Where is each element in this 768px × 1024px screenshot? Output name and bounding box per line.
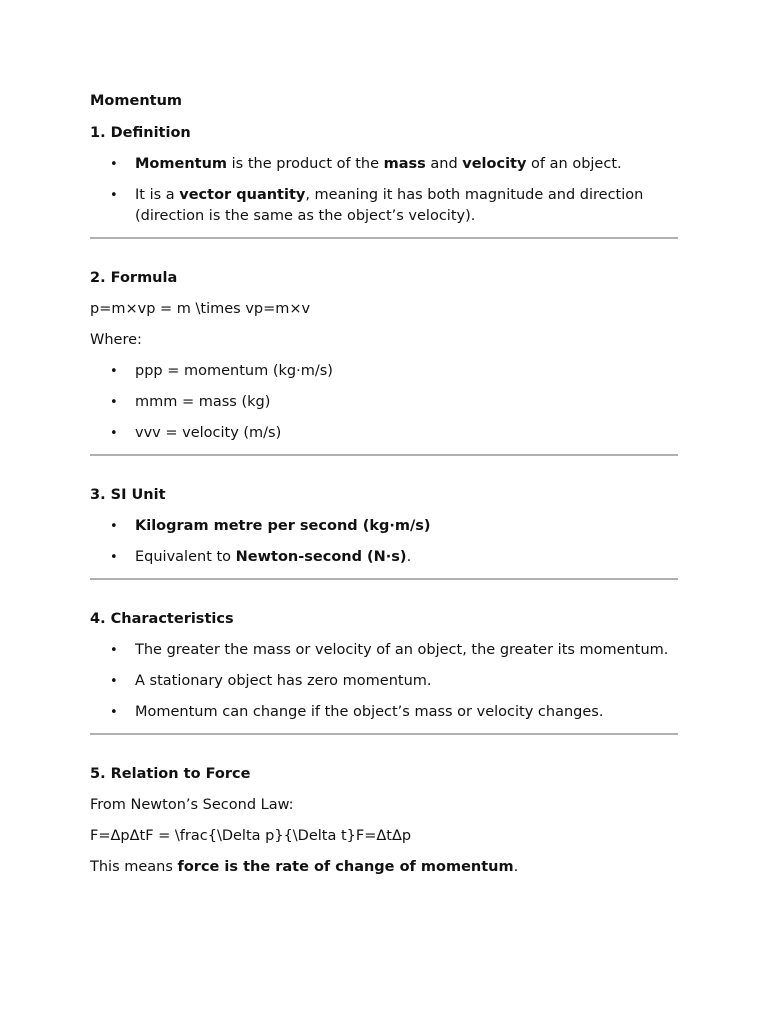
section-divider: [90, 237, 678, 239]
bold-text: Momentum: [135, 156, 228, 172]
bold-text: mass: [383, 156, 426, 172]
section-heading: 2. Formula: [90, 270, 178, 286]
text: .: [513, 859, 519, 875]
list-item: • Momentum can change if the object’s mass or velocity changes.: [90, 702, 678, 723]
section-heading: 5. Relation to Force: [90, 766, 251, 782]
text: It is a: [135, 187, 180, 203]
where-label: Where:: [90, 332, 142, 348]
list-item: • ppp = momentum (kg·m/s): [90, 361, 678, 382]
law-text: From Newton’s Second Law:: [90, 797, 294, 813]
list-item: • mmm = mass (kg): [90, 392, 678, 413]
characteristics-list: [90, 640, 678, 723]
section-characteristics: [90, 609, 678, 723]
variable-list: [90, 361, 678, 444]
list-item: • A stationary object has zero momentum.: [90, 671, 678, 692]
formula-text: p=m×vp = m \times vp=m×v: [90, 301, 311, 317]
section-formula: [90, 268, 678, 444]
bold-text: Newton-second (N·s): [235, 549, 407, 565]
list-item: [90, 185, 678, 227]
section-relation-to-force: [90, 764, 678, 878]
text: is the product of the: [227, 156, 384, 172]
definition-list: [90, 154, 678, 227]
section-divider: [90, 733, 678, 735]
list-item: [90, 547, 678, 568]
section-heading: 3. SI Unit: [90, 487, 166, 503]
section-heading: 1. Definition: [90, 125, 191, 141]
document-body: [90, 91, 678, 888]
text: and: [425, 156, 463, 172]
section-si-unit: [90, 485, 678, 568]
list-item: [90, 154, 678, 175]
bold-text: vector quantity: [179, 187, 306, 203]
text: of an object.: [526, 156, 622, 172]
text: .: [406, 549, 412, 565]
section-definition: [90, 123, 678, 227]
text: This means: [90, 859, 178, 875]
section-divider: [90, 578, 678, 580]
section-divider: [90, 454, 678, 456]
document-title: Momentum: [90, 93, 183, 109]
unit-list: [90, 516, 678, 568]
conclusion-text: [90, 857, 678, 878]
bold-text: Kilogram metre per second (kg·m/s): [135, 518, 431, 534]
bold-text: velocity: [462, 156, 527, 172]
bold-text: force is the rate of change of momentum: [177, 859, 514, 875]
text: Equivalent to: [135, 549, 236, 565]
list-item: • vvv = velocity (m/s): [90, 423, 678, 444]
section-heading: 4. Characteristics: [90, 611, 234, 627]
formula-text: F=ΔpΔtF = \frac{\Delta p}{\Delta t}F=ΔtΔp: [90, 828, 412, 844]
list-item: [90, 516, 678, 537]
text: , meaning it has both magnitude and direction (direction is the same as the object’s velocity).: [135, 187, 644, 224]
list-item: • The greater the mass or velocity of an object, the greater its momentum.: [90, 640, 678, 661]
